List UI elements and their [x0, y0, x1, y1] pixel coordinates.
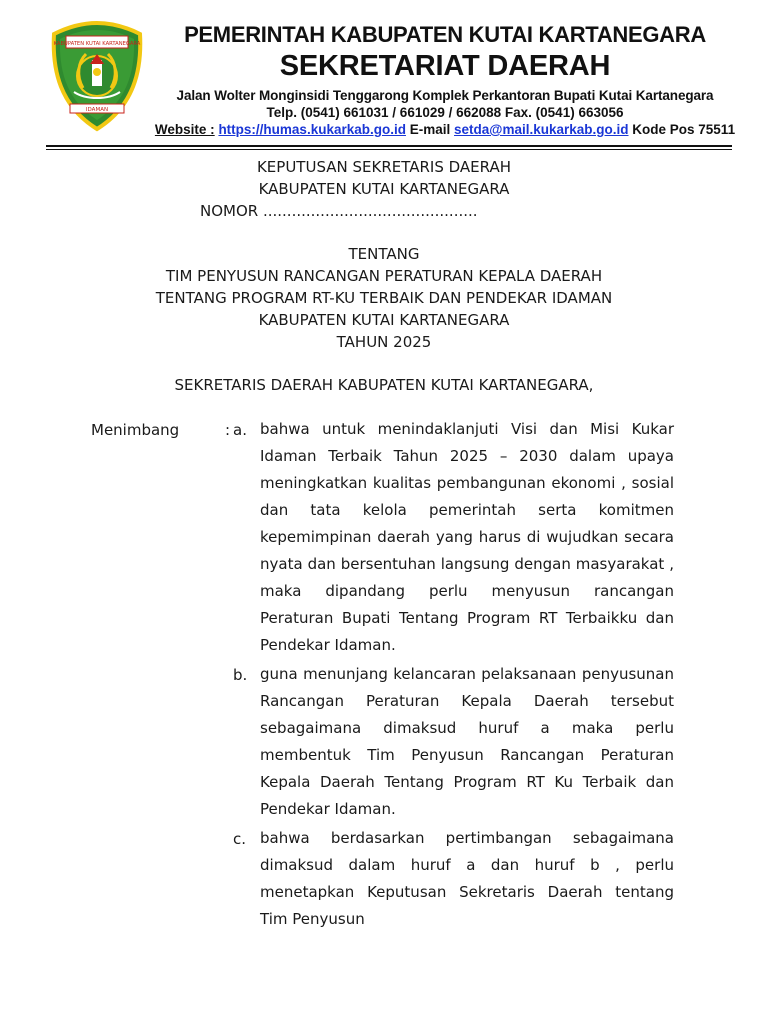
emblem-bottom-text: IDAMAN	[85, 107, 109, 113]
email-link[interactable]: setda@mail.kukarkab.go.id	[454, 122, 629, 137]
menimbang-colon: :	[225, 421, 231, 439]
letterhead-government: PEMERINTAH KABUPATEN KUTAI KARTANEGARA	[184, 22, 706, 47]
decree-subject-line1: TIM PENYUSUN RANCANGAN PERATURAN KEPALA DAERAH	[165, 267, 603, 285]
item-a-text: bahwa untuk menindaklanjuti Visi dan Misi Kukar Idaman Terbaik Tahun 2025 – 2030 dalam upaya meningkatkan kualitas pembangunan ekonomi , sosial dan tata kelola pemerintah serta komitmen kepemimpinan daerah yang harus di wujudkan secara nyata dan bersentuhan langsung dengan masyarakat , maka dipandang perlu menyusun rancangan Peraturan Bupati Tentang Program RT Terbaikku dan Pendekar Idaman.	[260, 420, 674, 654]
decree-title-line2: KABUPATEN KUTAI KARTANEGARA	[258, 180, 510, 198]
item-b-marker: b.	[233, 666, 248, 684]
email-label: E-mail	[409, 122, 451, 137]
letterhead-contact-line	[150, 122, 740, 137]
decree-tentang: TENTANG	[348, 245, 420, 263]
letterhead-divider-thick	[46, 145, 732, 147]
decree-title-line1: KEPUTUSAN SEKRETARIS DAERAH	[256, 158, 512, 176]
decree-subject-line2: TENTANG PROGRAM RT-KU TERBAIK DAN PENDEKAR IDAMAN	[155, 289, 613, 307]
letterhead-address: Jalan Wolter Monginsidi Tenggarong Komplek Perkantoran Bupati Kutai Kartanegara	[176, 88, 714, 103]
regency-emblem-logo	[46, 20, 148, 132]
letterhead-office: SEKRETARIAT DAERAH	[279, 50, 611, 82]
postal-code: Kode Pos 75511	[632, 122, 736, 137]
item-c-text: bahwa berdasarkan pertimbangan sebagaimana dimaksud dalam huruf a dan huruf b , perlu menetapkan Keputusan Sekretaris Daerah tentang Tim Penyusun	[260, 829, 674, 928]
item-c-marker: c.	[233, 830, 247, 848]
website-label: Website :	[154, 122, 215, 137]
decree-year: TAHUN 2025	[336, 333, 432, 351]
emblem-top-text: KABUPATEN KUTAI KARTANEGARA	[53, 41, 141, 47]
decree-number: NOMOR .............................................	[200, 202, 478, 220]
website-link[interactable]: https://humas.kukarkab.go.id	[218, 122, 406, 137]
menimbang-label: Menimbang	[91, 421, 180, 439]
item-a-marker: a.	[233, 421, 247, 439]
decree-issuer: SEKRETARIS DAERAH KABUPATEN KUTAI KARTANEGARA,	[174, 376, 594, 394]
decree-subject-line3: KABUPATEN KUTAI KARTANEGARA	[258, 311, 510, 329]
letterhead-divider-thin	[46, 149, 732, 150]
letterhead-phone: Telp. (0541) 661031 / 661029 / 662088 Fax. (0541) 663056	[266, 105, 624, 120]
item-b-text: guna menunjang kelancaran pelaksanaan penyusunan Rancangan Peraturan Kepala Daerah tersebut sebagaimana dimaksud huruf a maka perlu membentuk Tim Penyusun Rancangan Peraturan Kepala Daerah Tentang Program RT Ku Terbaik dan Pendekar Idaman.	[260, 665, 674, 818]
